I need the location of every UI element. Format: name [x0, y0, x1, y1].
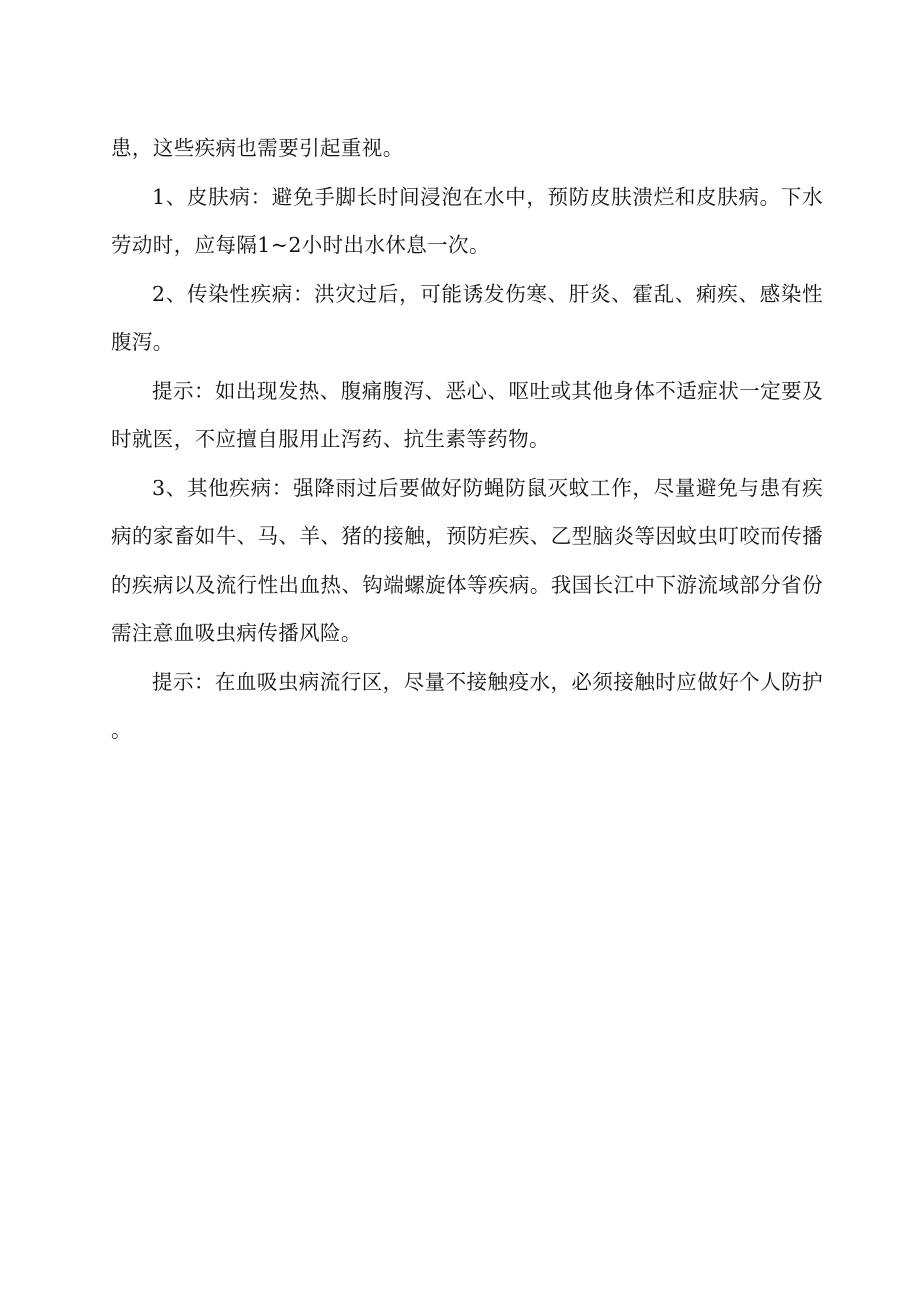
paragraph-other-diseases: 3、其他疾病：强降雨过后要做好防蝇防鼠灭蚊工作，尽量避免与患有疾病的家畜如牛、马、羊、猪的接触，预防疟疾、乙型脑炎等因蚊虫叮咬而传播的疾病以及流行性出血热、钩端螺旋体等疾病。我国长江中下游流域部分省份需注意血吸虫病传播风险。	[111, 475, 823, 645]
paragraph-continuation: 患，这些疾病也需要引起重视。	[111, 136, 404, 160]
paragraph-tip-seek-medical-care: 提示：如出现发热、腹痛腹泻、恶心、呕吐或其他身体不适症状一定要及时就医，不应擅自服用止泻药、抗生素等药物。	[111, 378, 823, 451]
document-body	[111, 124, 823, 755]
paragraph-infectious-disease: 2、传染性疾病：洪灾过后，可能诱发伤寒、肝炎、霍乱、痢疾、感染性腹泻。	[111, 281, 823, 354]
paragraph-skin-disease: 1、皮肤病：避免手脚长时间浸泡在水中，预防皮肤溃烂和皮肤病。下水劳动时，应每隔1~2小时出水休息一次。	[111, 184, 823, 257]
paragraph-tip-schistosomiasis: 提示：在血吸虫病流行区，尽量不接触疫水，必须接触时应做好个人防护。	[111, 669, 823, 742]
